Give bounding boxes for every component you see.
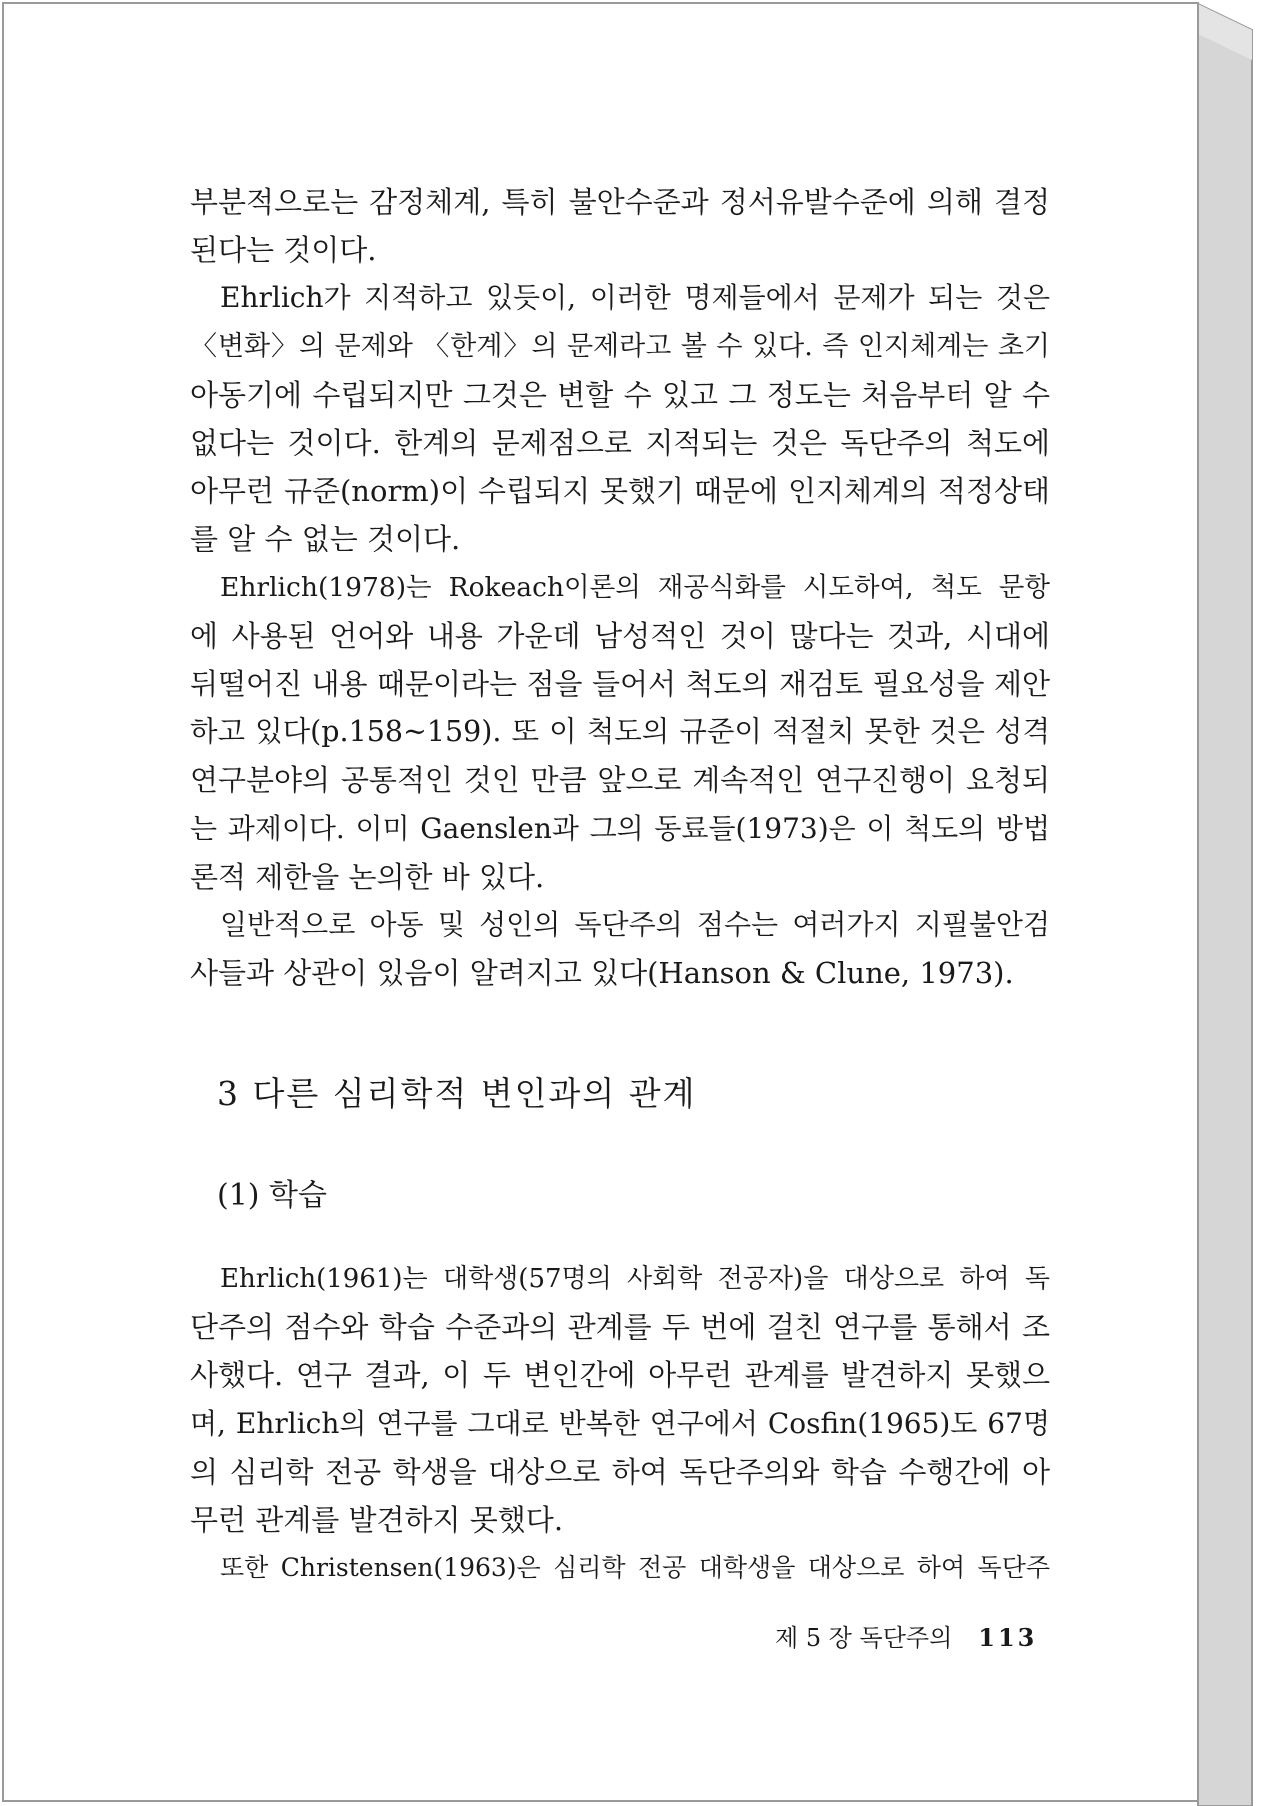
text-line: 또한 Christensen(1963)은 심리학 전공 대학생을 대상으로 하여 독단주	[220, 1553, 1050, 1583]
text-line: 뒤떨어진 내용 때문이라는 점을 들어서 척도의 재검토 필요성을 제안	[190, 667, 1050, 702]
subsection-heading: (1) 학습	[217, 1178, 327, 1213]
text-line: 는 과제이다. 이미 Gaenslen과 그의 동료들(1973)은 이 척도의 방법	[190, 811, 1050, 845]
page-number: 113	[978, 1623, 1038, 1652]
body-text-block-1	[190, 178, 1050, 997]
section-heading: 3 다른 심리학적 변인과의 관계	[217, 1074, 697, 1113]
text-line: Ehrlich(1978)는 Rokeach이론의 재공식화를 시도하여, 척도 문항	[220, 571, 1050, 603]
text-line: 연구분야의 공통적인 것인 만큼 앞으로 계속적인 연구진행이 요청되	[190, 763, 1050, 798]
text-line: 사했다. 연구 결과, 이 두 변인간에 아무런 관계를 발견하지 못했으	[190, 1358, 1050, 1393]
text-line: 무런 관계를 발견하지 못했다.	[190, 1503, 564, 1538]
text-line: 된다는 것이다.	[190, 233, 377, 268]
text-line: 사들과 상관이 있음이 알려지고 있다(Hanson & Clune, 1973).	[190, 956, 1014, 991]
text-line: 일반적으로 아동 및 성인의 독단주의 점수는 여러가지 지필불안검	[220, 908, 1050, 942]
text-line: 하고 있다(p.158~159). 또 이 척도의 규준이 적절치 못한 것은 성격	[190, 715, 1050, 749]
text-line: 아무런 규준(norm)이 수립되지 못했기 때문에 인지체계의 적정상태	[190, 474, 1050, 509]
text-line: 의 심리학 전공 학생을 대상으로 하여 독단주의와 학습 수행간에 아	[190, 1454, 1050, 1489]
text-line: 를 알 수 없는 것이다.	[190, 522, 461, 557]
text-line: 〈변화〉의 문제와 〈한계〉의 문제라고 볼 수 있다. 즉 인지체계는 초기	[190, 330, 1050, 362]
text-line: 부분적으로는 감정체계, 특히 불안수준과 정서유발수준에 의해 결정	[190, 185, 1050, 219]
body-text-block-2	[190, 1255, 1050, 1592]
text-line: 단주의 점수와 학습 수준과의 관계를 두 번에 걸친 연구를 통해서 조	[190, 1310, 1050, 1345]
text-line: 아동기에 수립되지만 그것은 변할 수 있고 그 정도는 처음부터 알 수	[190, 377, 1050, 412]
text-line: 며, Ehrlich의 연구를 그대로 반복한 연구에서 Cosfin(1965)도 67명	[190, 1406, 1050, 1440]
text-line: 론적 제한을 논의한 바 있다.	[190, 859, 545, 894]
text-line: 없다는 것이다. 한계의 문제점으로 지적되는 것은 독단주의 척도에	[190, 426, 1050, 461]
text-line: Ehrlich가 지적하고 있듯이, 이러한 명제들에서 문제가 되는 것은	[220, 281, 1050, 315]
text-line: 에 사용된 언어와 내용 가운데 남성적인 것이 많다는 것과, 시대에	[190, 618, 1050, 653]
text-line: Ehrlich(1961)는 대학생(57명의 사회학 전공자)을 대상으로 하여 독	[220, 1264, 1050, 1294]
chapter-label: 제 5 장 독단주의	[775, 1624, 953, 1652]
page-footer	[775, 1618, 1037, 1653]
